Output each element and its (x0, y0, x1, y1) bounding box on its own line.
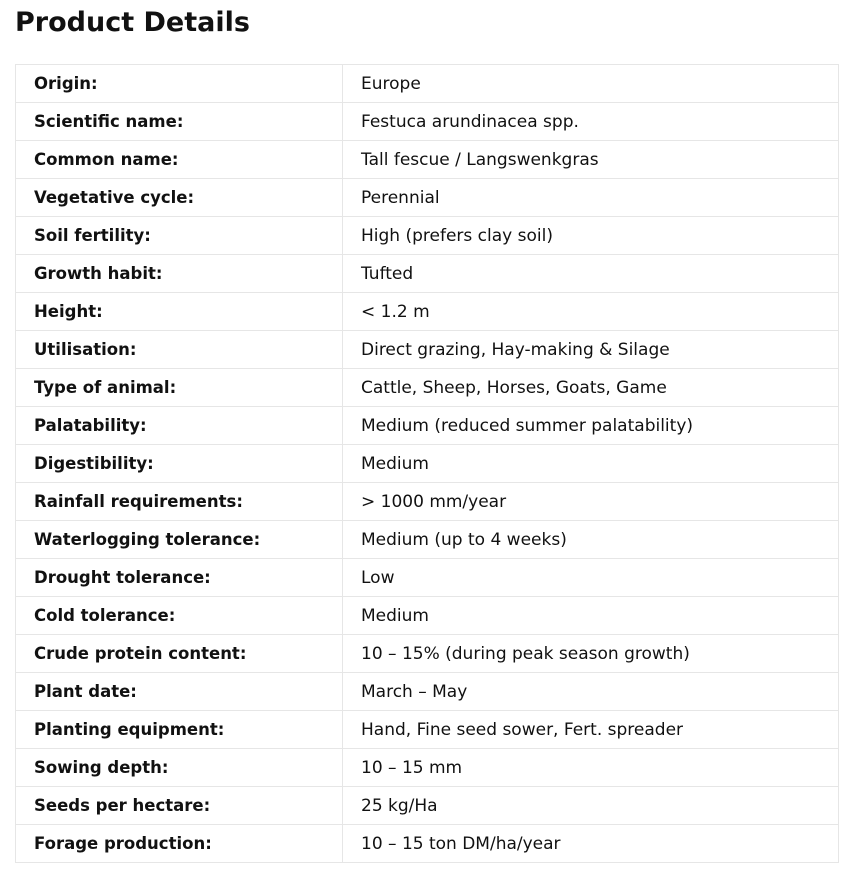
row-label: Vegetative cycle: (16, 179, 343, 217)
row-value: 25 kg/Ha (343, 787, 839, 825)
row-value: > 1000 mm/year (343, 483, 839, 521)
table-row (16, 445, 839, 483)
row-label: Drought tolerance: (16, 559, 343, 597)
row-value: Cattle, Sheep, Horses, Goats, Game (343, 369, 839, 407)
row-value: < 1.2 m (343, 293, 839, 331)
row-label: Growth habit: (16, 255, 343, 293)
row-label: Digestibility: (16, 445, 343, 483)
product-details-table (15, 64, 839, 863)
table-row (16, 559, 839, 597)
table-row (16, 407, 839, 445)
row-value: Hand, Fine seed sower, Fert. spreader (343, 711, 839, 749)
table-row (16, 331, 839, 369)
page-title: Product Details (15, 7, 250, 38)
row-label: Forage production: (16, 825, 343, 863)
table-row (16, 65, 839, 103)
row-value: Perennial (343, 179, 839, 217)
row-label: Sowing depth: (16, 749, 343, 787)
row-label: Waterlogging tolerance: (16, 521, 343, 559)
table-row (16, 369, 839, 407)
row-label: Scientific name: (16, 103, 343, 141)
table-row (16, 141, 839, 179)
row-label: Seeds per hectare: (16, 787, 343, 825)
table-row (16, 597, 839, 635)
table-row (16, 521, 839, 559)
table-row (16, 293, 839, 331)
row-label: Cold tolerance: (16, 597, 343, 635)
row-value: 10 – 15% (during peak season growth) (343, 635, 839, 673)
row-label: Origin: (16, 65, 343, 103)
row-value: 10 – 15 ton DM/ha/year (343, 825, 839, 863)
row-label: Rainfall requirements: (16, 483, 343, 521)
row-value: 10 – 15 mm (343, 749, 839, 787)
table-row (16, 787, 839, 825)
row-value: High (prefers clay soil) (343, 217, 839, 255)
row-label: Planting equipment: (16, 711, 343, 749)
row-value: Low (343, 559, 839, 597)
table-row (16, 255, 839, 293)
table-row (16, 179, 839, 217)
row-label: Soil fertility: (16, 217, 343, 255)
row-label: Crude protein content: (16, 635, 343, 673)
row-value: Medium (343, 597, 839, 635)
table-row (16, 635, 839, 673)
row-value: Tufted (343, 255, 839, 293)
row-value: Europe (343, 65, 839, 103)
table-row (16, 711, 839, 749)
row-value: Medium (343, 445, 839, 483)
row-label: Plant date: (16, 673, 343, 711)
table-row (16, 483, 839, 521)
row-value: Festuca arundinacea spp. (343, 103, 839, 141)
row-label: Type of animal: (16, 369, 343, 407)
table-row (16, 103, 839, 141)
row-value: Medium (reduced summer palatability) (343, 407, 839, 445)
row-label: Palatability: (16, 407, 343, 445)
row-value: March – May (343, 673, 839, 711)
row-value: Tall fescue / Langswenkgras (343, 141, 839, 179)
row-label: Height: (16, 293, 343, 331)
row-label: Common name: (16, 141, 343, 179)
table-row (16, 749, 839, 787)
table-row (16, 673, 839, 711)
row-label: Utilisation: (16, 331, 343, 369)
row-value: Direct grazing, Hay-making & Silage (343, 331, 839, 369)
row-value: Medium (up to 4 weeks) (343, 521, 839, 559)
table-row (16, 825, 839, 863)
table-row (16, 217, 839, 255)
